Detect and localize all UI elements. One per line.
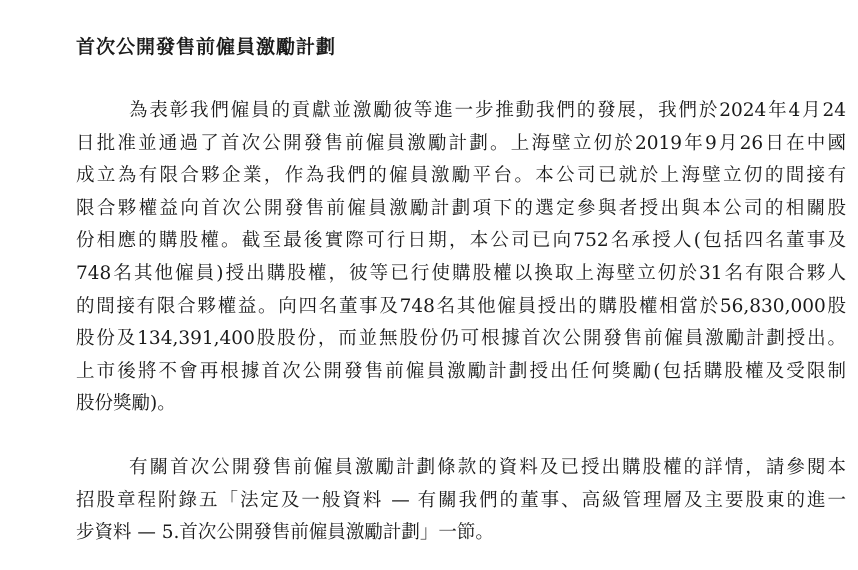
paragraph-line: 股份及134,391,400股股份，而並無股份仍可根據首次公開發售前僱員激勵計劃授出。 — [76, 328, 846, 350]
paragraph-plan-overview — [76, 95, 846, 421]
section-heading: 首次公開發售前僱員激勵計劃 — [76, 36, 337, 58]
paragraph-line: 股份獎勵)。 — [76, 393, 176, 415]
paragraph-line: 的間接有限合夥權益。向四名董事及748名其他僱員授出的購股權相當於56,830,000股 — [76, 295, 846, 317]
paragraph-line: 日批准並通過了首次公開發售前僱員激勵計劃。上海壁立仞於2019年9月26日在中國 — [76, 132, 846, 154]
paragraph-line: 上市後將不會再根據首次公開發售前僱員激勵計劃授出任何獎勵(包括購股權及受限制 — [76, 360, 846, 382]
paragraph-line: 份相應的購股權。截至最後實際可行日期，本公司已向752名承授人(包括四名董事及 — [76, 230, 846, 252]
paragraph-line: 有關首次公開發售前僱員激勵計劃條款的資料及已授出購股權的詳情，請參閱本 — [129, 457, 846, 478]
paragraph-line: 步資料 — 5.首次公開發售前僱員激勵計劃」一節。 — [76, 522, 494, 544]
paragraph-line: 招股章程附錄五「法定及一般資料 — 有關我們的董事、高級管理層及主要股東的進一 — [76, 489, 846, 511]
paragraph-line: 748名其他僱員)授出購股權，彼等已行使購股權以換取上海壁立仞於31名有限合夥人 — [76, 262, 846, 284]
paragraph-line: 成立為有限合夥企業，作為我們的僱員激勵平台。本公司已就於上海壁立仞的間接有 — [76, 165, 846, 187]
paragraph-line: 為表彰我們僱員的貢獻並激勵彼等進一步推動我們的發展，我們於2024年4月24 — [129, 100, 846, 121]
paragraph-line: 限合夥權益向首次公開發售前僱員激勵計劃項下的選定參與者授出與本公司的相關股 — [76, 197, 846, 219]
paragraph-reference — [76, 452, 846, 550]
